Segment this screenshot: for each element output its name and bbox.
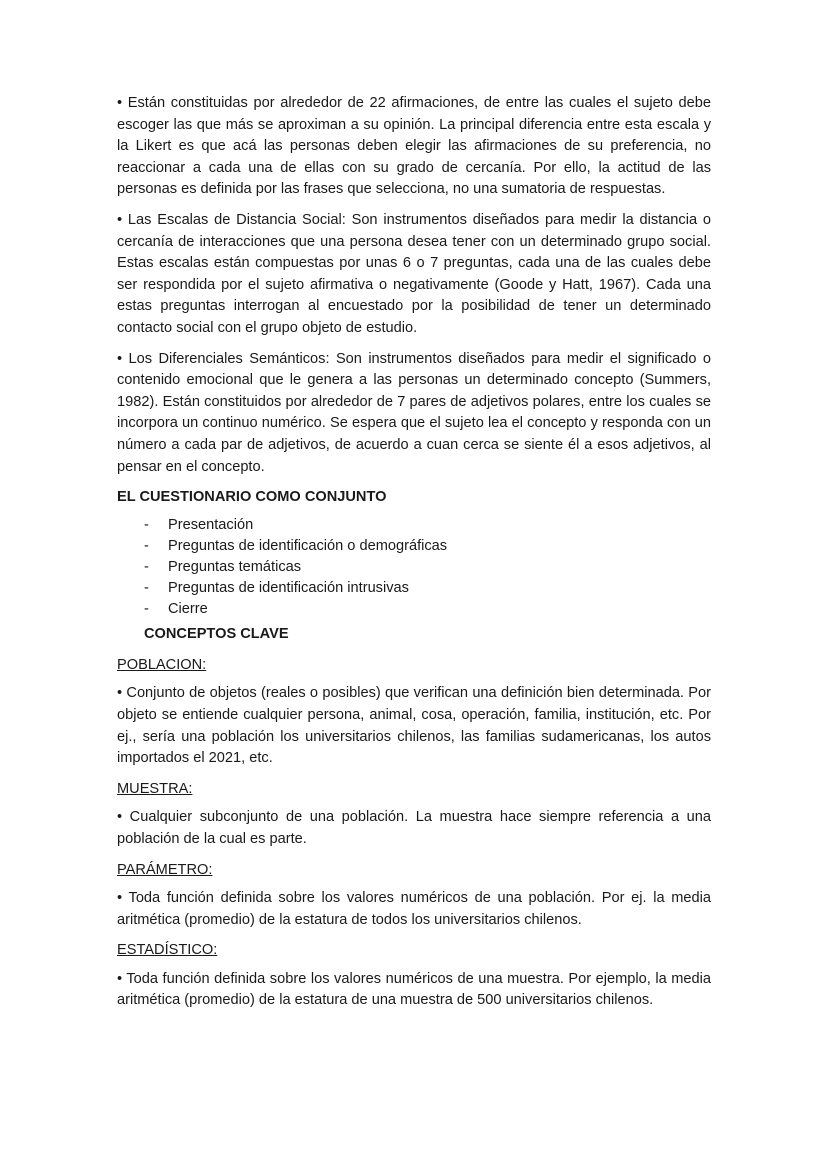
paragraph-diferenciales-semanticos: • Los Diferenciales Semánticos: Son instrumentos diseñados para medir el significado o contenido emocional que le genera a las personas un determinado concepto (Summers, 1982). Están constituidos por alrededor de 7 pares de adjetivos polares, entre los cuales se incorpora un continuo numérico. Se espera que el sujeto lea el concepto y responda con un número a cada par de adjetivos, de acuerdo a cuan cerca se siente él a esos adjetivos, al pensar en el concepto. — [117, 350, 711, 475]
list-marker: - — [144, 537, 149, 554]
concepts-heading: CONCEPTOS CLAVE — [144, 626, 289, 643]
paragraph-escalas-thurstone: • Están constituidas por alrededor de 22 afirmaciones, de entre las cuales el sujeto debe escoger las que más se aproximan a su opinión. La principal diferencia entre esta escala y la Likert es que acá las personas deben elegir las afirmaciones de su preferencia, no reaccionar a cada una de ellas con su grado de cercanía. Por ello, la actitud de las personas es definida por las frases que selecciona, no una sumatoria de respuestas. — [117, 95, 711, 198]
list-item — [117, 536, 711, 557]
concept-term-poblacion: POBLACION: — [117, 656, 207, 673]
list-item-label: Preguntas temáticas — [168, 558, 302, 575]
list-marker: - — [144, 579, 149, 596]
document-page — [117, 93, 711, 1021]
list-item-label: Preguntas de identificación o demográficas — [168, 537, 448, 554]
list-item-label: Cierre — [168, 601, 208, 618]
list-item — [117, 515, 711, 536]
paragraph-distancia-social: • Las Escalas de Distancia Social: Son instrumentos diseñados para medir la distancia o cercanía de interacciones que una persona desea tener con un determinado grupo social. Estas escalas están compuestas por unas 6 o 7 preguntas, cada una de las cuales debe ser respondida por el sujeto afirmativa o negativamente (Goode y Hatt, 1967). Cada una estas preguntas interrogan al encuestado por la posibilidad de tener un determinado contacto social con el grupo objeto de estudio. — [117, 211, 711, 336]
concept-definition-parametro: • Toda función definida sobre los valores numéricos de una población. Por ej. la media aritmética (promedio) de la estatura de todos los universitarios chilenos. — [117, 890, 711, 928]
concept-definition-poblacion: • Conjunto de objetos (reales o posibles) que verifican una definición bien determinada. Por objeto se entiende cualquier persona, animal, cosa, operación, familia, institución, etc. Por ej., sería una población los universitarios chilenos, las familias sudamericanas, los autos importados el 2021, etc. — [117, 685, 711, 767]
concept-term-muestra: MUESTRA: — [117, 780, 193, 797]
section-list — [117, 515, 711, 620]
concept-definition-estadistico: • Toda función definida sobre los valores numéricos de una muestra. Por ejemplo, la media aritmética (promedio) de la estatura de una muestra de 500 universitarios chilenos. — [117, 970, 711, 1009]
list-item-label: Preguntas de identificación intrusivas — [168, 579, 409, 596]
section-heading: EL CUESTIONARIO COMO CONJUNTO — [117, 489, 387, 506]
concept-term-estadistico: ESTADÍSTICO: — [117, 942, 218, 959]
list-item — [117, 578, 711, 599]
list-marker: - — [144, 516, 149, 533]
list-item — [117, 557, 711, 578]
list-marker: - — [144, 601, 149, 618]
concept-definition-muestra: • Cualquier subconjunto de una población. La muestra hace siempre referencia a una población de la cual es parte. — [117, 809, 711, 847]
list-marker: - — [144, 558, 149, 575]
list-item-label: Presentación — [168, 516, 254, 533]
list-item — [117, 599, 711, 620]
concept-term-parametro: PARÁMETRO: — [117, 861, 213, 878]
